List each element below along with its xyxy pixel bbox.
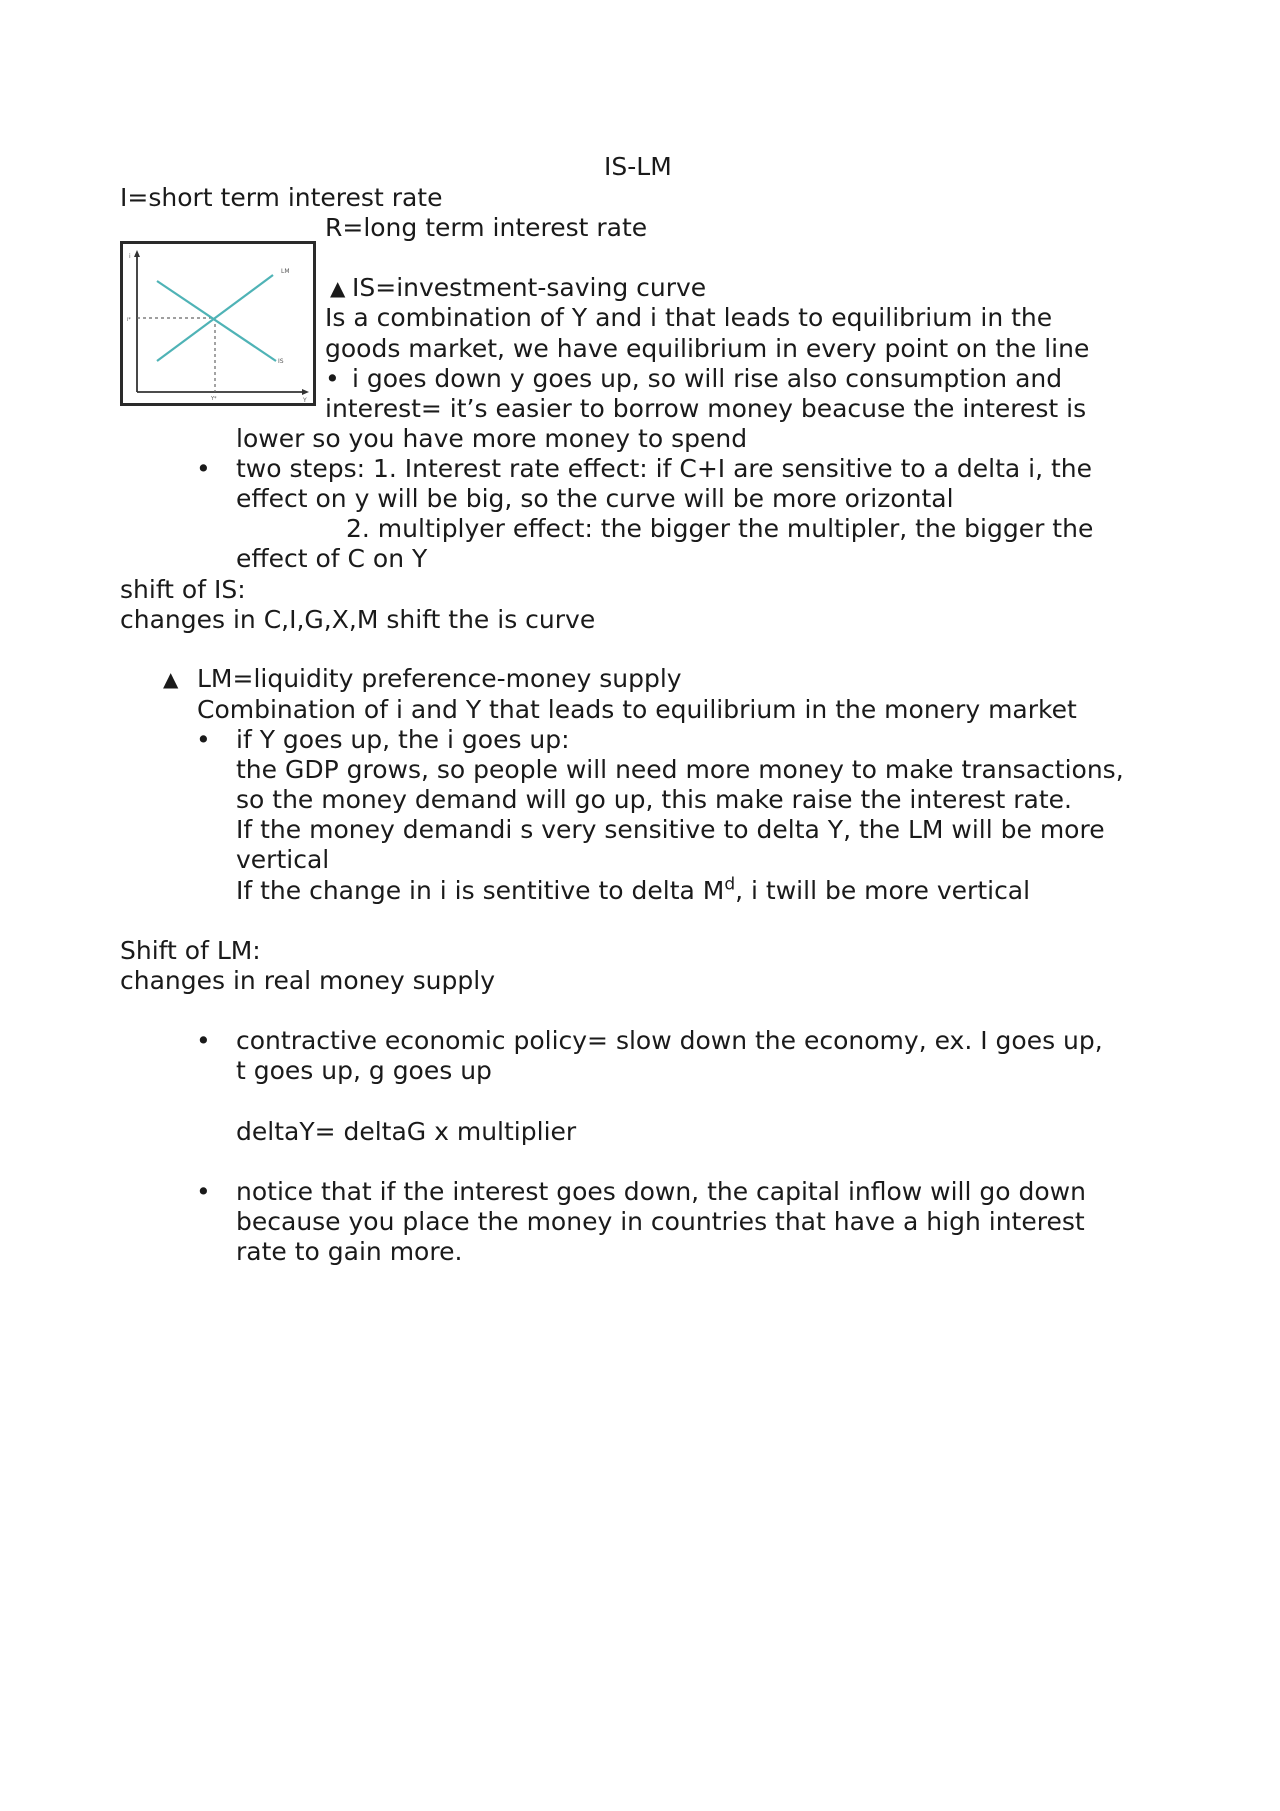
shift-lm-text: changes in real money supply [120,966,495,995]
def-long-rate: R=long term interest rate [325,213,648,242]
lm-bullet-line: If the money demandi s very sensitive to delta Y, the LM will be more [236,815,1105,844]
lm-bullet-line [236,876,1030,906]
policy-line: because you place the money in countries that have a high interest [236,1207,1085,1236]
shift-lm-heading: Shift of LM: [120,936,261,965]
is-text-line: Is a combination of Y and i that leads to equilibrium in the [325,303,1053,332]
eq-i-label: i* [127,317,131,323]
md-superscript: d [724,874,736,895]
shift-is-text: changes in C,I,G,X,M shift the is curve [120,605,596,634]
bullet-marker: • [196,725,211,754]
is-lm-diagram [120,241,316,406]
is-label: IS [278,358,284,365]
policy-line: t goes up, g goes up [236,1056,492,1085]
is-bullet-line: i goes down y goes up, so will rise also consumption and [352,364,1063,393]
page-title: IS-LM [604,152,672,181]
shift-is-heading: shift of IS: [120,575,246,604]
lm-md-text-end: , i twill be more vertical [735,876,1031,905]
policy-line: notice that if the interest goes down, the capital inflow will go down [236,1177,1086,1206]
def-short-rate: I=short term interest rate [120,183,443,212]
is-bullet-line: effect on y will be big, so the curve will be more orizontal [236,484,954,513]
is-bullet-line: effect of C on Y [236,544,428,573]
bullet-marker: • [196,454,211,483]
lm-bullet-line: if Y goes up, the i goes up: [236,725,570,754]
x-axis-arrow [302,389,309,395]
is-bullet-line: interest= it’s easier to borrow money beacuse the interest is [325,394,1087,423]
lm-bullet-line: so the money demand will go up, this make raise the interest rate. [236,785,1072,814]
policy-formula: deltaY= deltaG x multiplier [236,1117,577,1146]
lm-bullet-line: the GDP grows, so people will need more money to make transactions, [236,755,1124,784]
lm-marker: ▲ [163,667,179,691]
policy-line: rate to gain more. [236,1237,463,1266]
bullet-marker: • [196,1177,211,1206]
lm-label: LM [281,268,290,275]
is-bullet-line: 2. multiplyer effect: the bigger the multipler, the bigger the [346,514,1094,543]
lm-md-text: If the change in i is sentitive to delta M [236,876,725,905]
y-axis-arrow [134,250,140,257]
lm-bullet-line: vertical [236,845,330,874]
bullet-marker: • [196,1026,211,1055]
x-axis-label: Y [303,397,307,403]
y-axis-label: i [129,253,131,260]
eq-y-label: Y* [211,396,217,402]
is-bullet-line: lower so you have more money to spend [236,424,748,453]
is-bullet-line: two steps: 1. Interest rate effect: if C+I are sensitive to a delta i, the [236,454,1093,483]
policy-line: contractive economic policy= slow down the economy, ex. I goes up, [236,1026,1103,1055]
is-marker: ▲ [330,276,346,300]
lm-heading: LM=liquidity preference-money supply [197,664,682,693]
is-lm-diagram-svg [123,244,313,403]
is-text-line: goods market, we have equilibrium in every point on the line [325,334,1090,363]
lm-text-line: Combination of i and Y that leads to equilibrium in the monery market [197,695,1077,724]
bullet-marker: • [325,364,340,393]
is-heading: IS=investment-saving curve [352,273,707,302]
